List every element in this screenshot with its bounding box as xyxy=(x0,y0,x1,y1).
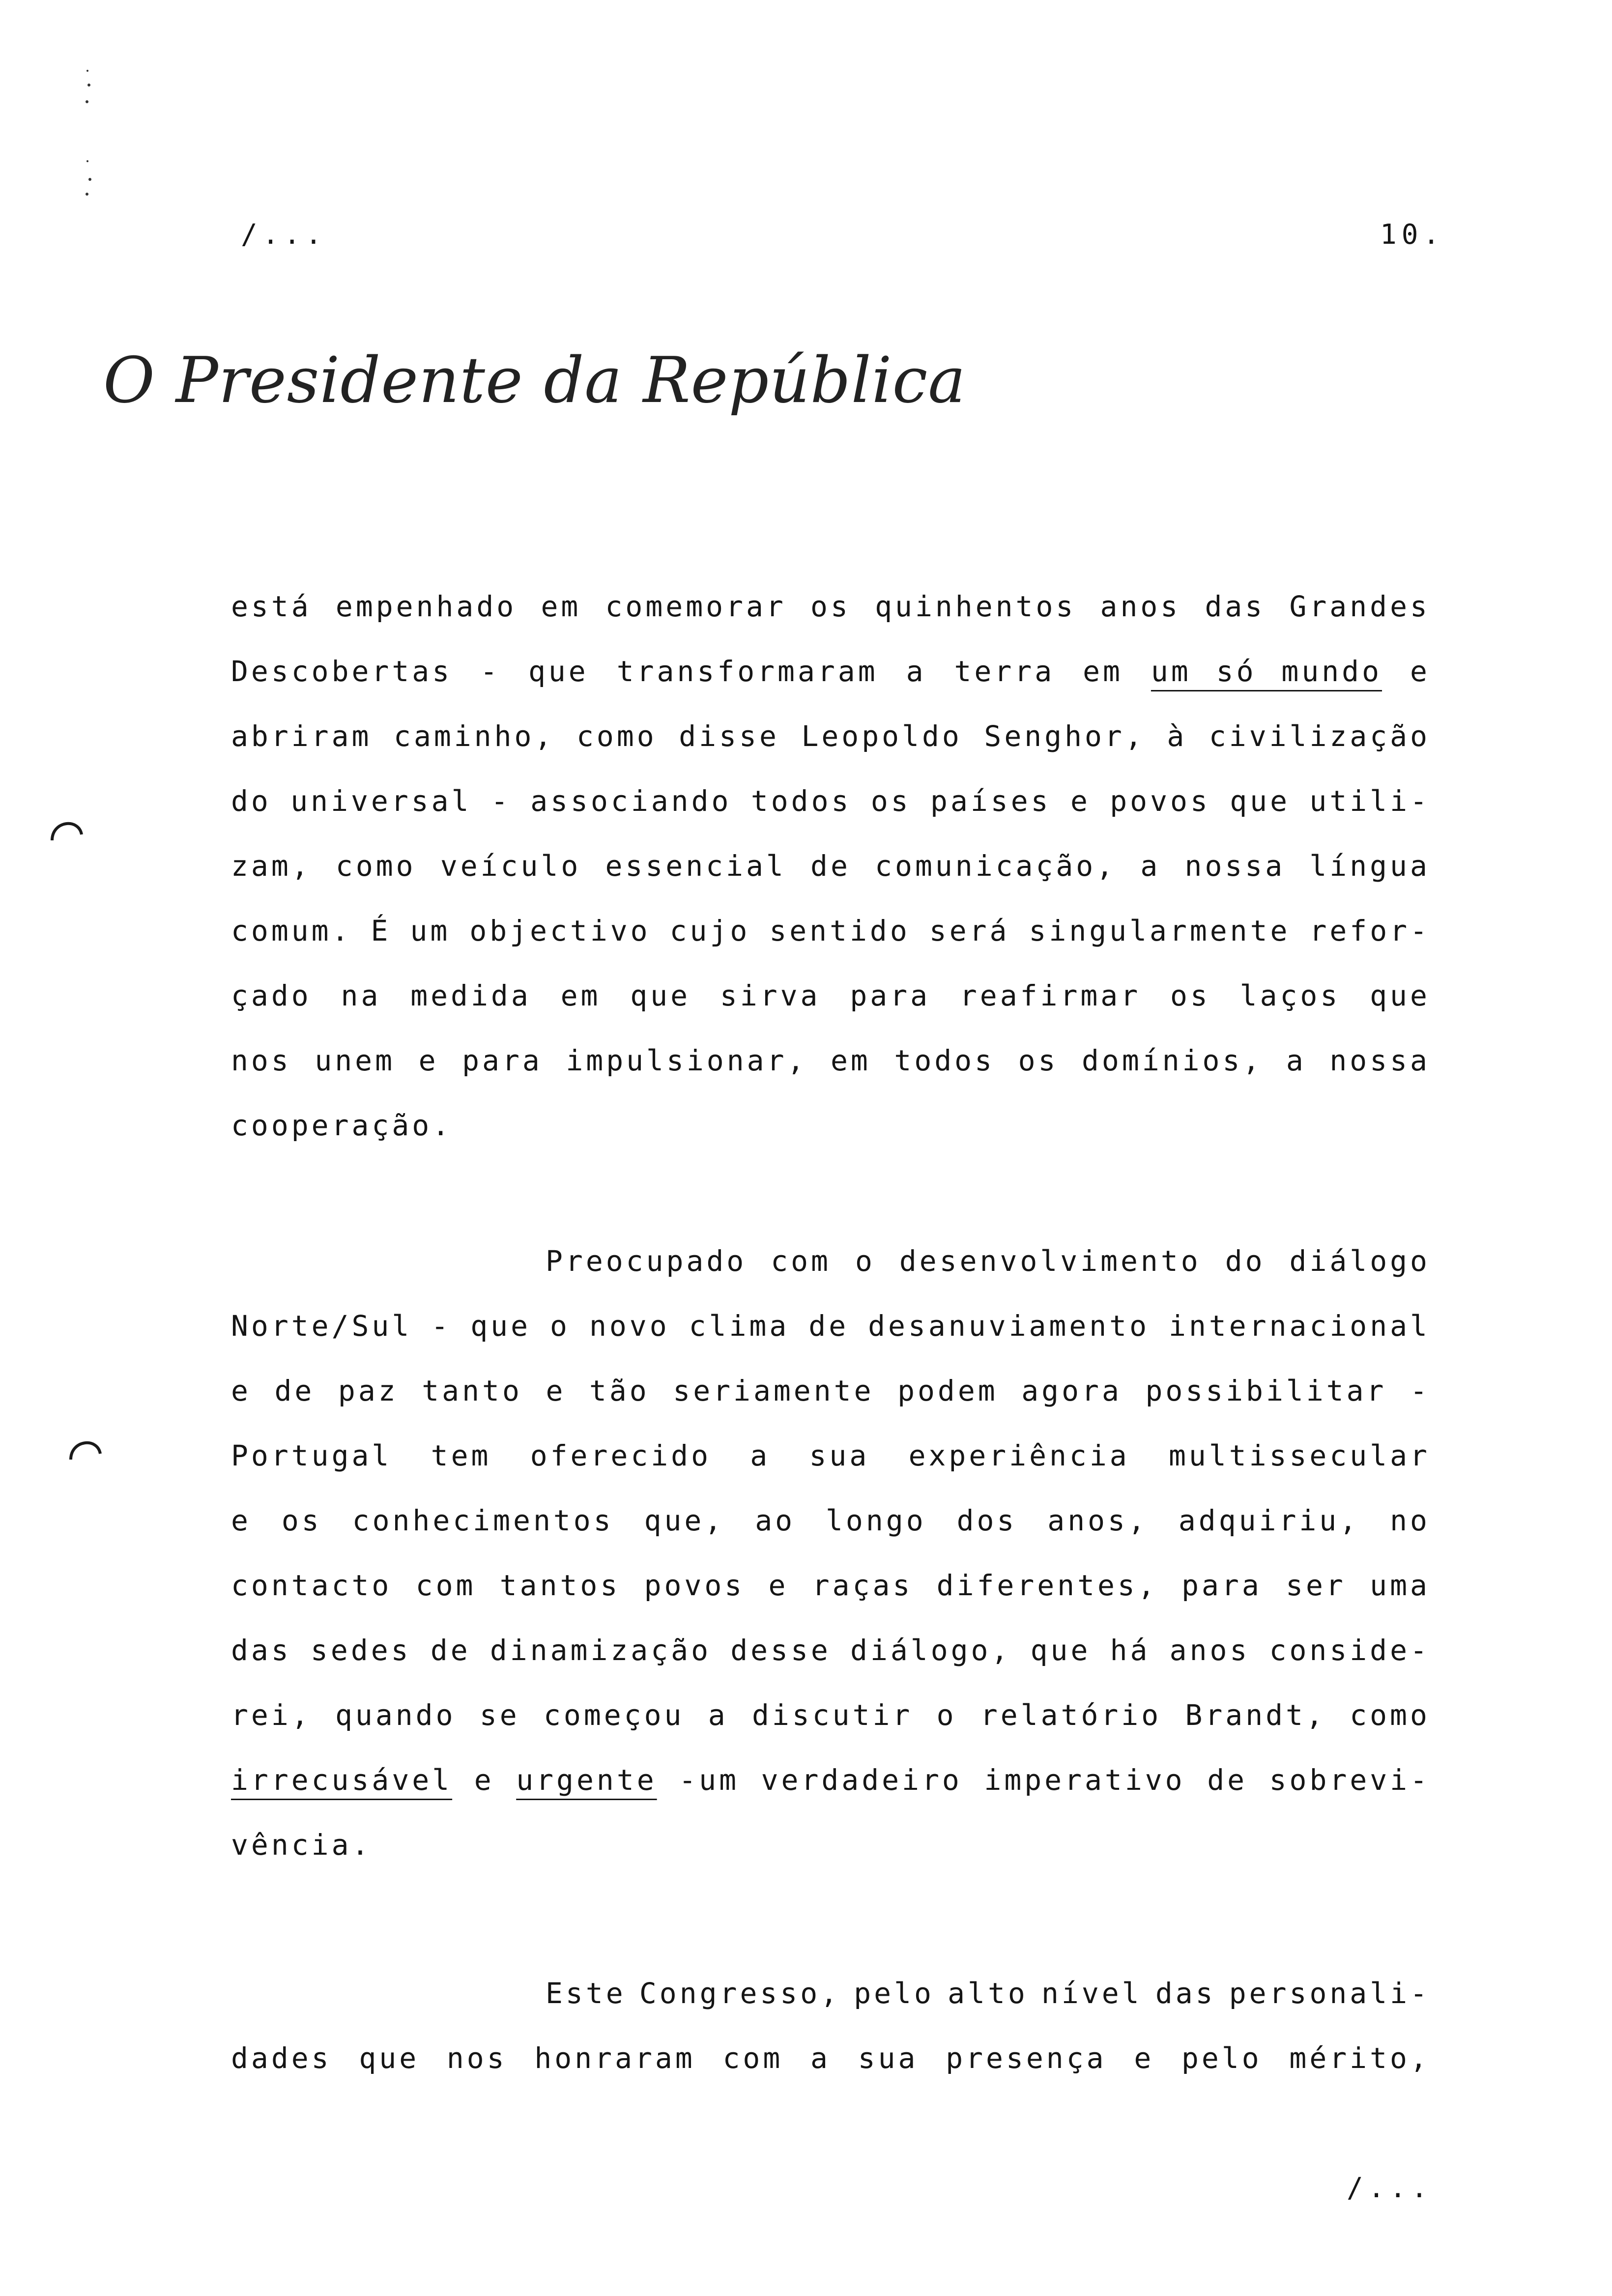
word: os xyxy=(281,1504,322,1537)
word: os xyxy=(1018,1044,1059,1077)
word: conhecimentos xyxy=(352,1504,614,1537)
word: ao xyxy=(755,1504,796,1537)
word: Este xyxy=(546,1977,626,2010)
word: podem xyxy=(897,1374,998,1407)
word: para xyxy=(1181,1569,1262,1602)
word: caminho, xyxy=(394,719,555,753)
word: - xyxy=(480,655,500,688)
text-line xyxy=(231,769,1430,833)
text-line xyxy=(231,1553,1430,1618)
word: abriram xyxy=(231,719,372,753)
word: desanuviamento xyxy=(868,1309,1150,1343)
word: tem xyxy=(431,1439,491,1472)
word: que xyxy=(1230,784,1291,818)
text-line xyxy=(231,2026,1430,2091)
word: com xyxy=(415,1569,476,1602)
word: a xyxy=(750,1439,771,1472)
word: honraram xyxy=(534,2041,695,2075)
word: e xyxy=(231,1504,251,1537)
word: com xyxy=(771,1244,831,1278)
word: a xyxy=(1140,849,1161,883)
word: disse xyxy=(679,719,779,753)
paragraph-2 xyxy=(231,1229,1430,1877)
word: refor- xyxy=(1309,914,1430,947)
word: nossa xyxy=(1329,1044,1430,1077)
word: possibilitar xyxy=(1145,1374,1387,1407)
word: povos xyxy=(1110,784,1210,818)
word: sua xyxy=(809,1439,870,1472)
word: e xyxy=(546,1374,566,1407)
word: diálogo xyxy=(1289,1244,1430,1278)
word: na xyxy=(341,979,381,1012)
word: discutir xyxy=(751,1698,913,1732)
text-line xyxy=(231,639,1430,704)
word: comunicação, xyxy=(875,849,1117,883)
word: há xyxy=(1110,1634,1151,1667)
word: alto xyxy=(948,1977,1028,2010)
word: tanto xyxy=(422,1374,522,1407)
word: civilização xyxy=(1209,719,1430,753)
text-line xyxy=(231,1423,1430,1488)
word: conside- xyxy=(1269,1634,1430,1667)
word: empenhado xyxy=(335,590,517,623)
text-line xyxy=(231,1028,1430,1093)
punch-hole-mark xyxy=(49,811,85,846)
word: nos xyxy=(231,1044,291,1077)
word: do xyxy=(231,784,271,818)
word: que xyxy=(630,979,691,1012)
word: utili- xyxy=(1309,784,1430,818)
word: em xyxy=(541,590,581,623)
word: está xyxy=(231,590,312,623)
paragraph-3 xyxy=(231,1961,1430,2091)
word: a xyxy=(906,655,926,688)
word: os xyxy=(870,784,911,818)
word: impulsionar, xyxy=(566,1044,807,1077)
word: experiência xyxy=(908,1439,1130,1472)
page-number: 10. xyxy=(1380,219,1445,251)
word: comemorar xyxy=(605,590,786,623)
word: tão xyxy=(589,1374,650,1407)
word: rei, xyxy=(231,1698,312,1732)
word: em xyxy=(830,1044,871,1077)
header-continuation-mark: /... xyxy=(241,219,327,251)
word: nos xyxy=(446,2041,507,2075)
word: diferentes, xyxy=(936,1569,1158,1602)
text-line xyxy=(231,1961,1430,2026)
word: terra xyxy=(954,655,1055,688)
word: língua xyxy=(1309,849,1430,883)
word: com xyxy=(722,2041,783,2075)
word: e xyxy=(768,1569,789,1602)
letterhead-signature: O Presidente da República xyxy=(103,344,966,417)
word: um xyxy=(410,914,451,947)
word: de xyxy=(1207,1763,1248,1797)
word: É xyxy=(371,914,391,947)
word: objectivo xyxy=(469,914,651,947)
word: nível xyxy=(1041,1977,1142,2010)
word: à xyxy=(1167,719,1187,753)
word: povos xyxy=(644,1569,745,1602)
word: em xyxy=(560,979,601,1012)
word: longo xyxy=(826,1504,926,1537)
word: Portugal xyxy=(231,1439,392,1472)
word: anos xyxy=(1100,590,1181,623)
word: çado xyxy=(231,979,312,1012)
word: seriamente xyxy=(673,1374,874,1407)
word: dos xyxy=(956,1504,1017,1537)
word: para xyxy=(850,979,931,1012)
word: dinamização xyxy=(489,1634,711,1667)
word: uma xyxy=(1370,1569,1430,1602)
text-line xyxy=(231,1293,1430,1358)
word: essencial xyxy=(605,849,786,883)
word: oferecido xyxy=(530,1439,711,1472)
word: e xyxy=(1134,2041,1154,2075)
word: nossa xyxy=(1184,849,1286,883)
word: -um xyxy=(679,1763,740,1797)
word: adquiriu, xyxy=(1178,1504,1360,1537)
word: a xyxy=(810,2041,831,2075)
word: transformaram xyxy=(616,655,878,688)
word: os xyxy=(810,590,851,623)
underlined-word: irrecusável xyxy=(231,1763,453,1797)
word: internacional xyxy=(1169,1309,1430,1343)
margin-marks xyxy=(83,64,97,211)
word: e xyxy=(1070,784,1091,818)
word: Senghor, xyxy=(984,719,1145,753)
word: dades xyxy=(231,2041,332,2075)
word: países xyxy=(930,784,1051,818)
word: laços xyxy=(1239,979,1341,1012)
word: verdadeiro xyxy=(761,1763,962,1797)
word: zam, xyxy=(231,849,312,883)
word: o xyxy=(550,1309,570,1343)
word: o xyxy=(936,1698,957,1732)
word: sentido xyxy=(769,914,910,947)
word: e xyxy=(1410,655,1430,688)
text-line: cooperação. xyxy=(231,1109,453,1142)
paragraph-1 xyxy=(231,574,1430,1158)
word: presença xyxy=(946,2041,1107,2075)
word: todos xyxy=(894,1044,995,1077)
word: Grandes xyxy=(1289,590,1430,623)
text-line: vência. xyxy=(231,1828,372,1862)
word: como xyxy=(335,849,416,883)
text-line xyxy=(231,1748,1430,1812)
word: se xyxy=(479,1698,520,1732)
word: os xyxy=(1170,979,1210,1012)
word: agora xyxy=(1021,1374,1122,1407)
word: que xyxy=(1030,1634,1091,1667)
word: novo xyxy=(589,1309,670,1343)
word: das xyxy=(1155,1977,1216,2010)
text-line xyxy=(231,1618,1430,1683)
word: como xyxy=(1350,1698,1430,1732)
footer-continuation-mark: /... xyxy=(1347,2172,1433,2204)
word: multissecular xyxy=(1168,1439,1430,1472)
word: será xyxy=(929,914,1010,947)
text-line xyxy=(231,833,1430,898)
word: pelo xyxy=(1181,2041,1262,2075)
word: anos, xyxy=(1047,1504,1148,1537)
word: como xyxy=(576,719,657,753)
word: ser xyxy=(1286,1569,1346,1602)
word: quando xyxy=(335,1698,456,1732)
word: de xyxy=(808,1309,849,1343)
word: desse xyxy=(730,1634,831,1667)
word: veículo xyxy=(440,849,581,883)
word: quinhentos xyxy=(875,590,1076,623)
word: cujo xyxy=(669,914,750,947)
word: personali- xyxy=(1229,1977,1430,2010)
word: a xyxy=(708,1698,728,1732)
text-line xyxy=(231,963,1430,1028)
word: sirva xyxy=(720,979,821,1012)
word: desenvolvimento xyxy=(899,1244,1201,1278)
word: sobrevi- xyxy=(1269,1763,1430,1797)
word: que xyxy=(470,1309,531,1343)
word: e xyxy=(231,1374,251,1407)
word: mérito, xyxy=(1289,2041,1430,2075)
word: de xyxy=(810,849,851,883)
word: que, xyxy=(644,1504,725,1537)
word: singularmente xyxy=(1029,914,1291,947)
text-line xyxy=(231,1358,1430,1423)
text-line xyxy=(231,898,1430,963)
text-line xyxy=(231,1683,1430,1748)
word: universal xyxy=(290,784,472,818)
word: reafirmar xyxy=(959,979,1141,1012)
word: que xyxy=(359,2041,420,2075)
word: - xyxy=(490,784,511,818)
text-line xyxy=(231,1488,1430,1553)
word: em xyxy=(1083,655,1123,688)
word: Brandt, xyxy=(1185,1698,1326,1732)
underlined-word: um só mundo xyxy=(1151,655,1382,688)
word: relatório xyxy=(980,1698,1162,1732)
word: contacto xyxy=(231,1569,392,1602)
word: que xyxy=(528,655,589,688)
word: Norte/Sul xyxy=(231,1309,412,1343)
word: raças xyxy=(812,1569,913,1602)
word: medida xyxy=(410,979,531,1012)
word: pelo xyxy=(854,1977,934,2010)
word: - xyxy=(431,1309,452,1343)
word: de xyxy=(430,1634,471,1667)
word: a xyxy=(1286,1044,1306,1077)
word: para xyxy=(462,1044,543,1077)
word: de xyxy=(274,1374,315,1407)
word: Preocupado xyxy=(546,1244,747,1278)
word: diálogo, xyxy=(850,1634,1011,1667)
underlined-word: urgente xyxy=(516,1763,657,1797)
word: todos xyxy=(750,784,852,818)
punch-hole-mark xyxy=(68,1430,103,1465)
word: Descobertas xyxy=(231,655,453,688)
text-line xyxy=(231,574,1430,639)
word: que xyxy=(1370,979,1430,1012)
word: sedes xyxy=(310,1634,411,1667)
word: o xyxy=(855,1244,875,1278)
word: começou xyxy=(543,1698,685,1732)
word: clima xyxy=(689,1309,790,1343)
word: e xyxy=(474,1763,494,1797)
word: - xyxy=(1410,1374,1430,1407)
word: Leopoldo xyxy=(801,719,962,753)
word: comum. xyxy=(231,914,352,947)
word: tantos xyxy=(499,1569,621,1602)
word: associando xyxy=(530,784,732,818)
word: Congresso, xyxy=(639,1977,841,2010)
word: unem xyxy=(315,1044,396,1077)
word: das xyxy=(1205,590,1266,623)
word: imperativo xyxy=(984,1763,1185,1797)
word: das xyxy=(231,1634,291,1667)
word: no xyxy=(1390,1504,1430,1537)
text-line xyxy=(231,1229,1430,1293)
word: e xyxy=(418,1044,439,1077)
text-line xyxy=(231,704,1430,769)
word: anos xyxy=(1169,1634,1250,1667)
word: domínios, xyxy=(1082,1044,1263,1077)
word: sua xyxy=(858,2041,919,2075)
word: do xyxy=(1225,1244,1266,1278)
word: paz xyxy=(338,1374,399,1407)
